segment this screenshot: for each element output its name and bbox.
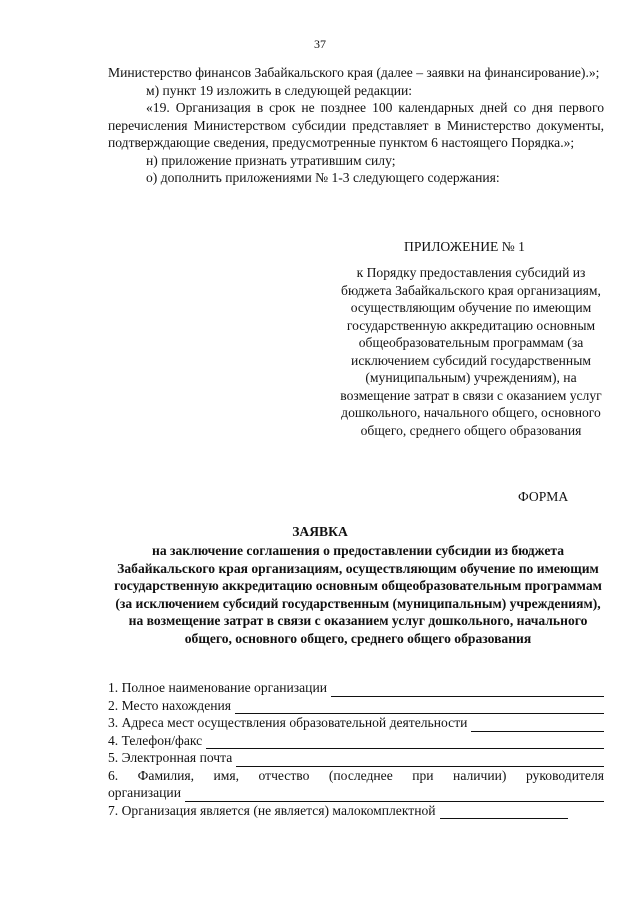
field-head-name-label: 6. Фамилия, имя, отчество (последнее при наличии) руководителя — [108, 767, 604, 783]
paragraph-continuation: Министерство финансов Забайкальского края (далее – заявки на финансирование).»; — [108, 65, 600, 80]
fill-line[interactable] — [206, 736, 604, 749]
field-small-school — [108, 802, 604, 820]
field-label: 5. Электронная почта — [108, 750, 233, 765]
field-label: 4. Телефон/факс — [108, 732, 203, 748]
field-label: 3. Адреса мест осуществления образовательной деятельности — [108, 715, 468, 730]
field-email — [108, 749, 604, 767]
field-label: 2. Место нахождения — [108, 697, 232, 713]
form-label: ФОРМА — [518, 489, 569, 504]
field-location — [108, 697, 604, 715]
field-head-name — [108, 784, 604, 802]
field-label: организации — [108, 785, 181, 800]
field-label: 7. Организация является (не является) малокомплектной — [108, 802, 436, 818]
field-label: 1. Полное наименование организации — [108, 680, 328, 695]
application-subtitle: на заключение соглашения о предоставлении субсидии из бюджета Забайкальского края организациям, осуществляющим обучение по имеющим государственную аккредитацию основным общеобразовательным программам (за исключением субсидий государственным (муниципальным) учреждениям), на возмещение затрат в связи с оказанием услуг дошкольного, начального общего, основного общего, среднего общего образования — [114, 543, 602, 646]
paragraph-point-19: «19. Организация в срок не позднее 100 календарных дней со дня первого перечисления Министерством субсидии представляет в Министерство документы, подтверждающие сведения, предусмотренные пунктом 6 настоящего Порядка.»; — [108, 100, 604, 150]
fill-line[interactable] — [185, 789, 604, 802]
field-phone-fax — [108, 732, 604, 750]
field-full-name — [108, 679, 604, 697]
appendix-description: к Порядку предоставления субсидий из бюджета Забайкальского края организациям, осуществляющим обучение по имеющим государственную аккредитацию основным общеобразовательным программам (за исключением субсидий государственным (муниципальным) учреждениям), на возмещение затрат в связи с оказанием услуг дошкольного, начального общего, основного общего, среднего общего образования — [340, 265, 602, 438]
application-fields — [108, 679, 604, 819]
fill-line[interactable] — [236, 754, 604, 767]
paragraph-item-n: н) приложение признать утратившим силу; — [146, 152, 396, 168]
paragraph-item-o: о) дополнить приложениями № 1-3 следующего содержания: — [146, 170, 500, 185]
fill-line[interactable] — [440, 806, 568, 819]
field-addresses — [108, 714, 604, 732]
application-title: ЗАЯВКА — [292, 524, 348, 539]
paragraph-item-m: м) пункт 19 изложить в следующей редакции: — [146, 82, 413, 98]
fill-line[interactable] — [235, 701, 604, 714]
fill-line[interactable] — [471, 719, 604, 732]
body-text — [108, 64, 604, 187]
appendix-title: ПРИЛОЖЕНИЕ № 1 — [404, 239, 525, 254]
page-number: 37 — [314, 37, 326, 51]
fill-line[interactable] — [331, 684, 604, 697]
